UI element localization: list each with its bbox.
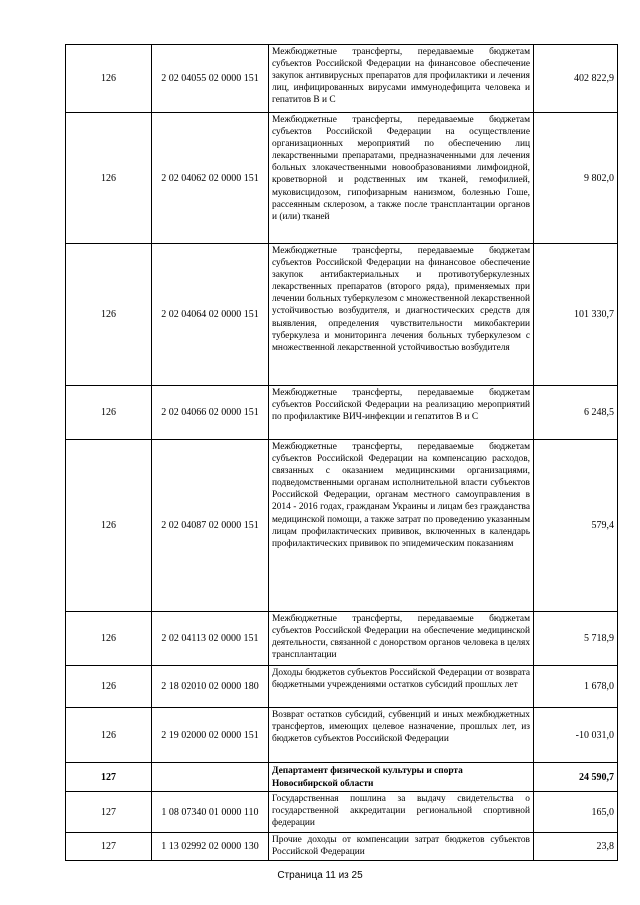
description-cell: Прочие доходы от компенсации затрат бюджетов субъектов Российской Федерации — [269, 833, 534, 861]
amount-cell: 165,0 — [534, 792, 618, 833]
table-row — [66, 792, 618, 833]
admin-code-cell: 126 — [66, 45, 152, 113]
kbk-code-cell — [152, 763, 269, 792]
section-header-row — [66, 763, 618, 792]
kbk-code-cell: 2 02 04062 02 0000 151 — [152, 113, 269, 244]
amount-cell: 9 802,0 — [534, 113, 618, 244]
amount-cell: 101 330,7 — [534, 244, 618, 386]
budget-table — [65, 44, 618, 861]
amount-cell: 1 678,0 — [534, 666, 618, 708]
description-cell: Межбюджетные трансферты, передаваемые бюджетам субъектов Российской Федерации на обеспечение медицинской деятельности, связанной с донорством органов человека в целях трансплантации — [269, 612, 534, 666]
kbk-code-cell: 1 08 07340 01 0000 110 — [152, 792, 269, 833]
table-row — [66, 244, 618, 386]
kbk-code-cell: 2 18 02010 02 0000 180 — [152, 666, 269, 708]
admin-code-cell: 126 — [66, 113, 152, 244]
description-cell: Межбюджетные трансферты, передаваемые бюджетам субъектов Российской Федерации на осуществление организационных мероприятий по обеспечению лиц лекарственными препаратами, предназначенными для лечения больных злокачественными новообразованиями лимфоидной, кроветворной и родственных им тканей, гемофилией, муковисцидозом, гипофизарным нанизмом, болезнью Гоше, рассеянным склерозом, а также после трансплантации органов и (или) тканей — [269, 113, 534, 244]
kbk-code-cell: 2 02 04055 02 0000 151 — [152, 45, 269, 113]
description-cell: Государственная пошлина за выдачу свидетельства о государственной аккредитации региональной спортивной федерации — [269, 792, 534, 833]
admin-code-cell: 127 — [66, 833, 152, 861]
description-cell: Межбюджетные трансферты, передаваемые бюджетам субъектов Российской Федерации на финансовое обеспечение закупок антибактериальных и противотуберкулезных лекарственных препаратов (второго ряда), применяемых при лечении больных туберкулезом с множественной лекарственной устойчивостью возбудителя, и диагностических средств для выявления, определения чувствительности микобактерии туберкулеза и мониторинга лечения больных туберкулезом с множественной лекарственной устойчивостью возбудителя — [269, 244, 534, 386]
admin-code-cell: 126 — [66, 708, 152, 763]
admin-code-cell: 126 — [66, 244, 152, 386]
amount-cell: 5 718,9 — [534, 612, 618, 666]
amount-cell: 579,4 — [534, 440, 618, 612]
kbk-code-cell: 2 19 02000 02 0000 151 — [152, 708, 269, 763]
amount-cell: 402 822,9 — [534, 45, 618, 113]
kbk-code-cell: 2 02 04113 02 0000 151 — [152, 612, 269, 666]
admin-code-cell: 126 — [66, 612, 152, 666]
kbk-code-cell: 2 02 04087 02 0000 151 — [152, 440, 269, 612]
page-number: Страница 11 из 25 — [277, 870, 363, 881]
table-row — [66, 612, 618, 666]
admin-code-cell: 127 — [66, 763, 152, 792]
description-cell: Межбюджетные трансферты, передаваемые бюджетам субъектов Российской Федерации на реализацию мероприятий по профилактике ВИЧ-инфекции и гепатитов В и С — [269, 386, 534, 440]
description-cell: Доходы бюджетов субъектов Российской Федерации от возврата бюджетными учреждениями остатков субсидий прошлых лет — [269, 666, 534, 708]
table-row — [66, 386, 618, 440]
table-row — [66, 113, 618, 244]
admin-code-cell: 126 — [66, 386, 152, 440]
kbk-code-cell: 2 02 04064 02 0000 151 — [152, 244, 269, 386]
amount-cell: 24 590,7 — [534, 763, 618, 792]
description-cell: Возврат остатков субсидий, субвенций и иных межбюджетных трансфертов, имеющих целевое назначение, прошлых лет, из бюджетов субъектов Российской Федерации — [269, 708, 534, 763]
description-cell: Межбюджетные трансферты, передаваемые бюджетам субъектов Российской Федерации на финансовое обеспечение закупок антивирусных препаратов для профилактики и лечения лиц, инфицированных вирусами иммунодефицита человека и гепатитов В и С — [269, 45, 534, 113]
amount-cell: -10 031,0 — [534, 708, 618, 763]
admin-code-cell: 126 — [66, 440, 152, 612]
table-row — [66, 708, 618, 763]
table-row — [66, 833, 618, 861]
description-cell: Межбюджетные трансферты, передаваемые бюджетам субъектов Российской Федерации на компенсацию расходов, связанных с оказанием медицинскими организациями, подведомственными органам исполнительной власти субъектов Российской Федерации, органам местного самоуправления в 2014 - 2016 годах, гражданам Украины и лицам без гражданства медицинской помощи, а также затрат по проведению указанным лицам профилактических прививок, включенных в календарь профилактических прививок по эпидемическим показаниям — [269, 440, 534, 612]
table-row — [66, 45, 618, 113]
amount-cell: 23,8 — [534, 833, 618, 861]
table-row — [66, 666, 618, 708]
kbk-code-cell: 1 13 02992 02 0000 130 — [152, 833, 269, 861]
kbk-code-cell: 2 02 04066 02 0000 151 — [152, 386, 269, 440]
budget-table-body — [66, 45, 618, 861]
amount-cell: 6 248,5 — [534, 386, 618, 440]
admin-code-cell: 126 — [66, 666, 152, 708]
admin-code-cell: 127 — [66, 792, 152, 833]
description-cell: Департамент физической культуры и спорта Новосибирской области — [269, 763, 534, 792]
table-row — [66, 440, 618, 612]
